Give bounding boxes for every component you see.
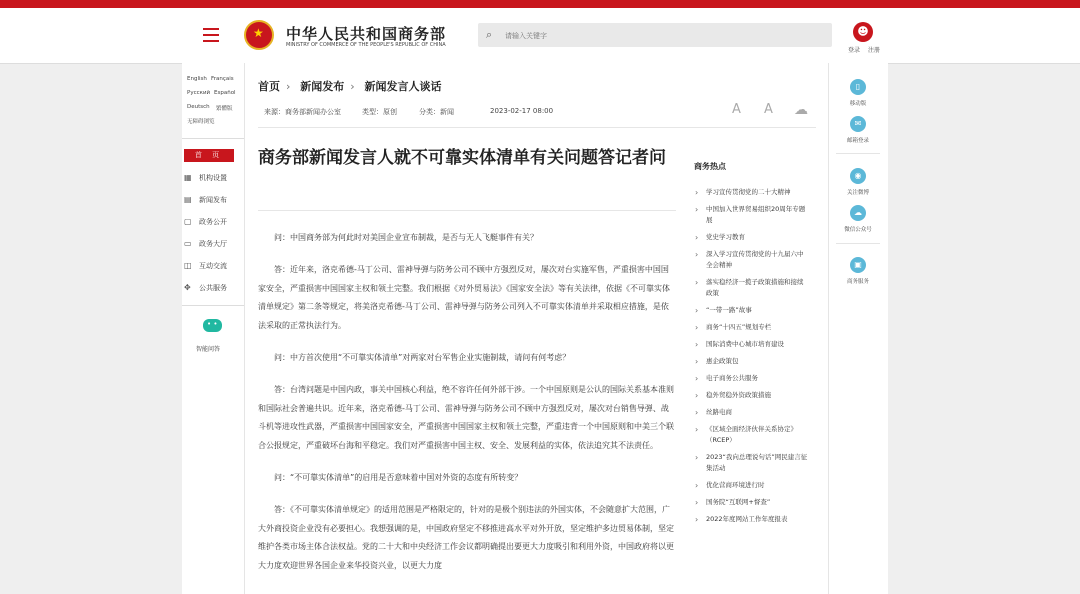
breadcrumb-spokesperson[interactable]: 新闻发言人谈话 (364, 80, 442, 93)
sidebar-item-public-service[interactable] (184, 283, 244, 295)
breadcrumb-news[interactable]: 新闻发布 (300, 80, 345, 93)
hot-topic-item[interactable]: › 国际消费中心城市培育建设 (694, 339, 809, 350)
national-emblem-logo[interactable] (244, 20, 274, 50)
hot-topic-item[interactable]: › 学习宣传贯彻党的二十大精神 (694, 187, 809, 198)
sidebar-item-label: 公共服务 (199, 284, 227, 292)
search-box[interactable] (478, 23, 832, 47)
article-body (258, 229, 676, 589)
register-link[interactable]: 注册 (868, 47, 881, 54)
document-icon: ▢ (184, 217, 192, 226)
chat-icon: ◫ (184, 261, 192, 270)
user-icon[interactable]: ☻ (853, 22, 873, 42)
hot-topic-item[interactable]: › 《区域全面经济伙伴关系协定》（RCEP） (694, 424, 809, 446)
wechat-share-icon[interactable]: ☁ (794, 102, 808, 118)
article-title: 商务部新闻发言人就不可靠实体清单有关问题答记者问 (258, 148, 666, 168)
lang-spanish[interactable]: Español (214, 90, 236, 96)
left-divider (244, 63, 245, 594)
sidebar-item-label: 政务公开 (199, 218, 227, 226)
search-input[interactable] (503, 28, 807, 44)
lang-traditional[interactable]: 繁體版 (216, 106, 233, 112)
article-date: 2023-02-17 08:00 (490, 107, 554, 115)
article-category: 分类：新闻 (419, 108, 454, 116)
hot-topic-item[interactable]: › 党史学习教育 (694, 232, 809, 243)
hot-topics-list (694, 187, 809, 531)
newspaper-icon: ▤ (184, 195, 192, 204)
mobile-icon[interactable]: ▯ (850, 79, 866, 95)
page-content (182, 63, 888, 594)
wechat-account-link[interactable]: 微信公众号 (844, 227, 872, 233)
mail-icon[interactable]: ✉ (850, 116, 866, 132)
divider (182, 305, 244, 306)
login-link[interactable]: 登录 (848, 47, 861, 54)
sidebar-item-service-hall[interactable] (184, 239, 244, 251)
lang-russian[interactable]: Русский (187, 90, 211, 96)
sidebar-item-label: 互动交流 (199, 262, 227, 270)
lang-french[interactable]: Français (211, 76, 234, 82)
article-type: 类型：原创 (362, 108, 397, 116)
hot-topic-item[interactable]: › 丝路电商 (694, 407, 809, 418)
hot-topic-item[interactable]: › 深入学习宣传贯彻党的十九届六中全会精神 (694, 249, 809, 271)
hot-topic-item[interactable]: › 中国加入世界贸易组织20周年专题展 (694, 204, 809, 226)
site-header (0, 8, 1080, 64)
divider (836, 243, 880, 244)
site-subtitle: MINISTRY OF COMMERCE OF THE PEOPLE'S REPUBLIC OF CHINA (286, 42, 446, 48)
mobile-version-link[interactable]: 移动版 (849, 101, 867, 107)
menu-icon[interactable] (203, 28, 219, 42)
lang-german[interactable]: Deutsch (187, 104, 210, 110)
chevron-right-icon: › (286, 80, 291, 93)
mail-login-link[interactable]: 邮箱登录 (846, 138, 869, 144)
commerce-service-link[interactable]: 商务服务 (846, 279, 869, 285)
breadcrumb (258, 78, 448, 94)
sidebar-item-label: 新闻发布 (199, 196, 227, 204)
weibo-link[interactable]: 关注微博 (846, 190, 869, 196)
hot-topic-item[interactable]: › 商务“十四五”规划专栏 (694, 322, 809, 333)
accessibility-link[interactable]: 无障碍浏览 (187, 119, 215, 125)
service-icon[interactable]: ▣ (850, 257, 866, 273)
sidebar-item-organization[interactable] (184, 173, 244, 185)
sidebar-item-home[interactable]: 首 页 (184, 149, 234, 162)
smart-qa-link[interactable]: 智能问答 (196, 346, 221, 353)
divider (258, 127, 816, 128)
sidebar-item-label: 机构设置 (199, 174, 227, 182)
breadcrumb-home[interactable]: 首页 (258, 80, 280, 93)
hot-topics-title: 商务热点 (694, 162, 726, 171)
hot-topic-item[interactable]: › 落实稳经济一揽子政策措施和接续政策 (694, 277, 809, 299)
search-icon[interactable]: ⌕ (486, 28, 493, 41)
wechat-icon[interactable]: ☁ (850, 205, 866, 221)
divider (836, 153, 880, 154)
monitor-icon: ▭ (184, 239, 192, 248)
sidebar-item-interaction[interactable] (184, 261, 244, 273)
hot-topic-item[interactable]: › “一带一路”故事 (694, 305, 809, 316)
article-paragraph: 问：中国商务部为何此时对美国企业宣布制裁，是否与无人飞艇事件有关？ (274, 233, 538, 242)
hot-topic-item[interactable]: › 惠企政策包 (694, 356, 809, 367)
hot-topic-item[interactable]: › 电子商务公共服务 (694, 373, 809, 384)
sidebar-item-label: 政务大厅 (199, 240, 227, 248)
robot-icon[interactable] (203, 319, 222, 332)
article-paragraph: 答：近年来，洛克希德-马丁公司、雷神导弹与防务公司不顾中方强烈反对，屡次对台实施军售，严重损害中国国家安全，严重损害中国国家主权和领土完整。我们根据《对外贸易法》《国家安全法》等有关法律，依据《不可靠实体清单规定》第二条等规定，将美洛克希德-马丁公司、雷神导弹与防务公司列入不可靠实体清单并采取相应措施，是依法采取的正常执法行为。 (258, 265, 670, 330)
hot-topic-item[interactable]: › 优化营商环境进行时 (694, 480, 809, 491)
divider (182, 138, 244, 139)
right-toolbar (828, 63, 888, 594)
hot-topic-item[interactable]: › 2022年度网站工作年度报表 (694, 514, 809, 525)
lang-english[interactable]: English (187, 76, 207, 82)
article-paragraph: 答：台湾问题是中国内政，事关中国核心利益，绝不容许任何外部干涉。一个中国原则是公认的国际关系基本准则和国际社会普遍共识。近年来，洛克希德-马丁公司、雷神导弹与防务公司不顾中方强烈反对，屡次对台销售导弹、战斗机等进攻性武器，严重损害中国国家安全，严重损害中国国家主权和领土完整，严重违背一个中国原则和中美三个联合公报规定，严重破坏台海和平稳定。我们对严重损害中国主权、安全、发展利益的实体，依法追究其不法责任。 (258, 385, 674, 450)
site-title[interactable]: 中华人民共和国商务部 (286, 25, 447, 43)
article-source: 来源：商务部新闻办公室 (264, 108, 341, 116)
hot-topic-item[interactable]: › 国务院“互联网+督查” (694, 497, 809, 508)
sidebar-item-open-affairs[interactable] (184, 217, 244, 229)
gear-icon: ✥ (184, 283, 191, 292)
sidebar-item-news[interactable] (184, 195, 244, 207)
hot-topic-item[interactable]: › 2023“我向总理说句话”网民建言征集活动 (694, 452, 809, 474)
top-accent-bar (0, 0, 1080, 8)
font-increase-button[interactable]: A (732, 102, 741, 117)
hot-topic-item[interactable]: › 稳外贸稳外资政策措施 (694, 390, 809, 401)
article-paragraph: 问：“不可靠实体清单”的启用是否意味着中国对外资的态度有所转变？ (274, 473, 523, 483)
divider (258, 210, 676, 211)
article-paragraph: 答：《不可靠实体清单规定》的适用范围是严格限定的，针对的是极个别违法的外国实体，不会随意扩大范围，广大外商投资企业没有必要担心。我想强调的是，中国政府坚定不移推进高水平对外开放，坚定维护多边贸易体制，坚定维护各类市场主体合法权益。党的二十大和中央经济工作会议都明确提出要更大力度吸引和利用外资，中国政府将以更大力度欢迎世界各国企业来华投资兴业，以更大力度 (258, 505, 674, 570)
weibo-icon[interactable]: ◉ (850, 168, 866, 184)
font-decrease-button[interactable]: A (764, 102, 773, 117)
chevron-right-icon: › (350, 80, 355, 93)
article-paragraph: 问：中方首次使用“不可靠实体清单”对两家对台军售企业实施制裁，请问有何考虑？ (274, 353, 571, 363)
building-icon: ▦ (184, 173, 192, 182)
